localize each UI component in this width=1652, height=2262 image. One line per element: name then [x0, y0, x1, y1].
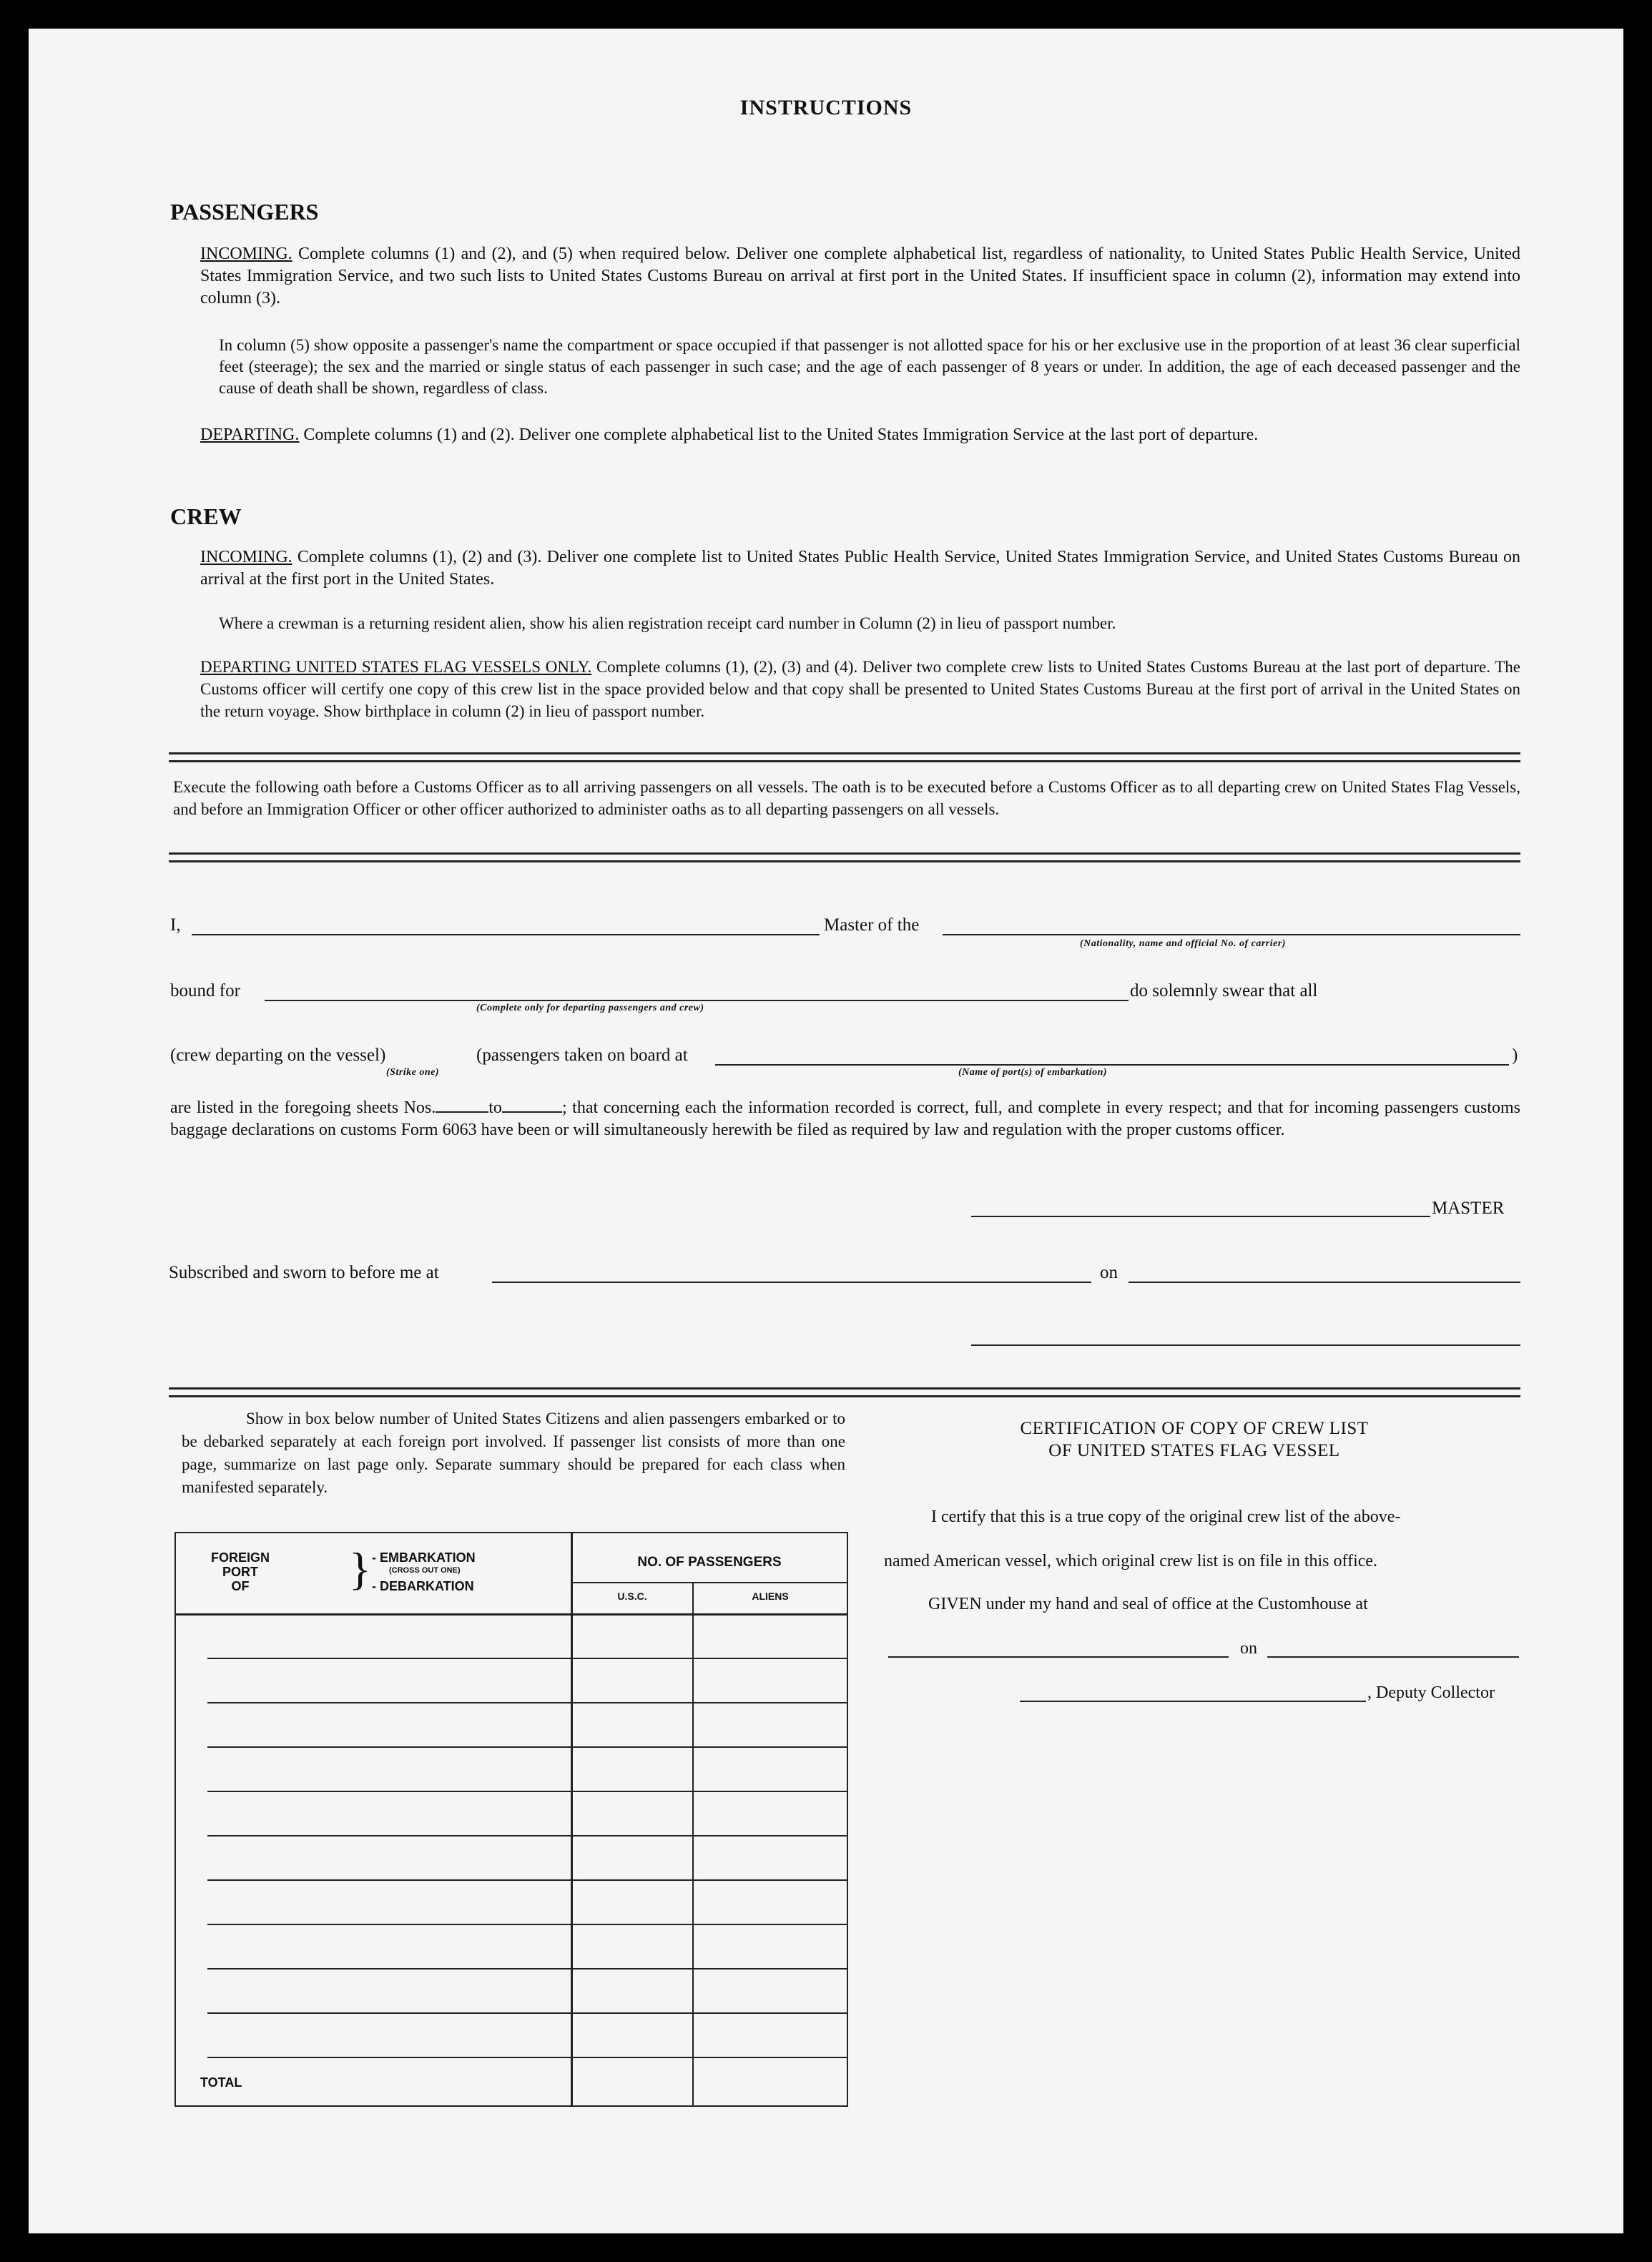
certification-heading-line1: CERTIFICATION OF COPY OF CREW LIST	[1020, 1419, 1369, 1438]
passengers-incoming-text: Complete columns (1) and (2), and (5) when required below. Deliver one complete alphabetical list, regardless of nationality, to United States Public Health Service, United States Immigration Service, and two such lists to United States Customs Bureau on arrival at first port in the United States. If insufficient space in column (2), information may extend into column (3).	[200, 245, 1521, 308]
ports-caption: (Name of port(s) of embarkation)	[958, 1067, 1108, 1078]
certification-date-field[interactable]	[1267, 1656, 1519, 1658]
subscribed-label: Subscribed and sworn to before me at	[169, 1263, 439, 1282]
swear-text: do solemnly swear that all	[1130, 981, 1318, 1000]
bracket-icon: }	[349, 1543, 371, 1594]
summary-port-row[interactable]	[207, 1924, 571, 1925]
passengers-incoming-paragraph	[200, 243, 1520, 310]
passengers-incoming-label: INCOMING.	[200, 245, 292, 263]
passengers-departing-paragraph	[200, 424, 1520, 446]
total-label: TOTAL	[200, 2075, 242, 2090]
foreign-label: FOREIGN	[210, 1550, 270, 1565]
sheets-text: ; that concerning each the information recorded is correct, full, and complete in every respect; and that for incoming passengers customs baggage declarations on customs Form 6063 have been or will simultaneously herewith be filed as required by law and regulation with the proper customs officer.	[170, 1098, 1520, 1139]
passengers-departing-label: DEPARTING.	[200, 426, 300, 444]
passenger-summary-box	[174, 1532, 848, 2107]
aliens-header: ALIENS	[752, 1590, 789, 1602]
no-passengers-header: NO. OF PASSENGERS	[637, 1555, 782, 1570]
certify-line2: named American vessel, which original crew list is on file in this office.	[884, 1552, 1378, 1570]
of-label: OF	[231, 1579, 250, 1593]
summary-count-row[interactable]	[571, 1791, 848, 1792]
summary-count-row[interactable]	[571, 1746, 848, 1748]
crew-heading: CREW	[170, 503, 242, 529]
summary-instructions: Show in box below number of United States Citizens and alien passengers embarked or to be debarked separately at each foreign port involved. If passenger list consists of more than one page, summarize on last page only. Separate summary should be prepared for each class when manifested separately.	[182, 1410, 845, 1496]
crew-incoming-paragraph	[200, 546, 1520, 591]
carrier-field[interactable]	[943, 934, 1520, 935]
embarkation-ports-field[interactable]	[715, 1064, 1509, 1066]
summary-port-row[interactable]	[207, 1835, 571, 1836]
crew-incoming-label: INCOMING.	[200, 548, 292, 566]
given-text: GIVEN under my hand and seal of office at the Customhouse at	[928, 1595, 1368, 1613]
summary-count-row[interactable]	[571, 1924, 848, 1925]
bound-for-field[interactable]	[265, 1000, 1129, 1001]
deputy-collector-field[interactable]	[1020, 1701, 1366, 1702]
passengers-column5-paragraph: In column (5) show opposite a passenger's name the compartment or space occupied if that passenger is not allotted space for his or her exclusive use in the proportion of at least 36 clear superficial feet (steerage); the sex and the married or single status of each passenger in such case; and the age of each passenger of 8 years or under. In addition, the age of each deceased passenger and the cause of death shall be shown, regardless of class.	[219, 336, 1520, 397]
certify-line1: I certify that this is a true copy of the original crew list of the above-	[931, 1508, 1401, 1526]
summary-port-row[interactable]	[207, 1968, 571, 1970]
divider	[169, 1387, 1520, 1397]
debarkation-label[interactable]: - DEBARKATION	[372, 1579, 474, 1593]
nationality-caption: (Nationality, name and official No. of carrier)	[1080, 938, 1286, 949]
foreign-port-header	[197, 1550, 283, 1593]
summary-count-row[interactable]	[571, 1835, 848, 1836]
deputy-collector-label: , Deputy Collector	[1367, 1683, 1495, 1702]
divider	[169, 852, 1520, 862]
certification-heading-line2: OF UNITED STATES FLAG VESSEL	[1048, 1441, 1340, 1460]
summary-port-row[interactable]	[207, 2057, 571, 2058]
oath-i-label: I,	[170, 915, 181, 935]
crew-departing-text: Complete columns (1), (2), (3) and (4). Deliver two complete crew lists to United States Customs Bureau at the last port of departure. The Customs officer will certify one copy of this crew list in the space provided below and that copy shall be presented to United States Customs Bureau at the first port of arrival in the United States on the return voyage. Show birthplace in column (2) in lieu of passport number.	[200, 658, 1521, 720]
master-of-label: Master of the	[824, 915, 920, 935]
summary-count-row[interactable]	[571, 2057, 848, 2058]
crew-departing-option[interactable]: (crew departing on the vessel)	[170, 1046, 386, 1065]
passengers-heading: PASSENGERS	[170, 199, 319, 225]
bound-for-caption: (Complete only for departing passengers and crew)	[476, 1003, 704, 1013]
passengers-taken-option[interactable]: (passengers taken on board at	[476, 1046, 688, 1065]
summary-count-row[interactable]	[571, 1658, 848, 1659]
master-label: MASTER	[1432, 1199, 1505, 1218]
sheet-from-field[interactable]	[436, 1098, 488, 1113]
embarkation-label[interactable]: - EMBARKATION	[372, 1550, 476, 1565]
summary-port-row[interactable]	[207, 1879, 571, 1881]
port-label: PORT	[222, 1565, 258, 1579]
officer-signature-field[interactable]	[971, 1344, 1520, 1346]
usc-header: U.S.C.	[617, 1590, 647, 1602]
summary-count-row[interactable]	[571, 1879, 848, 1881]
bound-for-label: bound for	[170, 981, 240, 1000]
crew-departing-label: DEPARTING UNITED STATES FLAG VESSELS ONLY.	[200, 658, 592, 676]
sheets-to: to	[488, 1098, 502, 1117]
summary-port-row[interactable]	[207, 1746, 571, 1748]
sworn-date-field[interactable]	[1129, 1282, 1520, 1283]
summary-port-row[interactable]	[207, 1702, 571, 1703]
summary-port-row[interactable]	[207, 1791, 571, 1792]
sheets-prefix: are listed in the foregoing sheets Nos.	[170, 1098, 436, 1117]
crew-departing-paragraph	[200, 656, 1520, 722]
crew-incoming-text: Complete columns (1), (2) and (3). Deliver one complete list to United States Public Health Service, United States Immigration Service, and United States Customs Bureau on arrival at the first port in the United States.	[200, 548, 1521, 589]
passengers-departing-text: Complete columns (1) and (2). Deliver one complete alphabetical list to the United States Immigration Service at the last port of departure.	[303, 426, 1259, 444]
page-title: INSTRUCTIONS	[739, 96, 913, 119]
sworn-place-field[interactable]	[492, 1282, 1091, 1283]
divider	[169, 752, 1520, 762]
sheets-paragraph	[170, 1097, 1520, 1141]
sheet-to-field[interactable]	[502, 1098, 562, 1113]
customhouse-field[interactable]	[888, 1656, 1229, 1658]
master-signature-field[interactable]	[971, 1216, 1430, 1217]
summary-port-row[interactable]	[207, 1658, 571, 1659]
master-name-field[interactable]	[192, 934, 820, 935]
summary-count-row[interactable]	[571, 2012, 848, 2014]
summary-count-row[interactable]	[571, 1702, 848, 1703]
oath-intro-paragraph: Execute the following oath before a Customs Officer as to all arriving passengers on all vessels. The oath is to be executed before a Customs Officer as to all departing crew on United States Flag Vessels, and before an Immigration Officer or other officer authorized to administer oaths as to all departing passengers on all vessels.	[173, 778, 1520, 818]
sworn-on-label: on	[1100, 1263, 1118, 1282]
form-page	[29, 29, 1623, 2233]
certification-heading	[872, 1417, 1516, 1462]
certification-on-label: on	[1240, 1639, 1257, 1658]
strike-one-caption: (Strike one)	[386, 1067, 440, 1078]
summary-count-row[interactable]	[571, 1968, 848, 1970]
close-paren: )	[1512, 1046, 1518, 1065]
summary-port-row[interactable]	[207, 2012, 571, 2014]
crew-resident-paragraph: Where a crewman is a returning resident alien, show his alien registration receipt card number in Column (2) in lieu of passport number.	[219, 614, 1116, 632]
cross-out-caption: (CROSS OUT ONE)	[389, 1566, 461, 1575]
